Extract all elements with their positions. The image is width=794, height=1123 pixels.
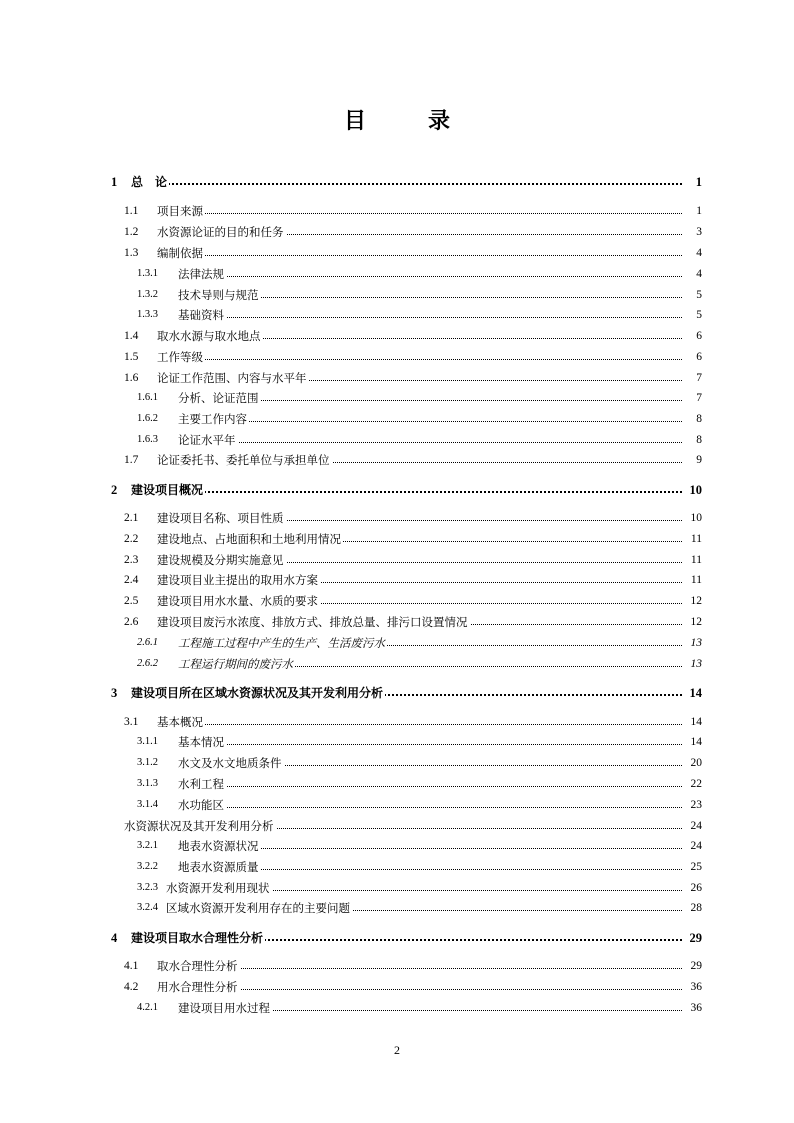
toc-entry-number: 1.3.3 bbox=[137, 309, 158, 320]
toc-entry-page: 24 bbox=[690, 840, 702, 852]
toc-entry-page: 14 bbox=[690, 736, 702, 748]
toc-entry-number: 1.6.3 bbox=[137, 434, 158, 445]
toc-entry[interactable] bbox=[0, 588, 794, 608]
toc-entry[interactable] bbox=[0, 365, 794, 385]
toc-entry-label: 基本概况 bbox=[157, 715, 203, 729]
toc-chapter-entry[interactable] bbox=[0, 925, 794, 945]
toc-entry-page: 11 bbox=[690, 554, 702, 566]
toc-entry-label: 用水合理性分析 bbox=[157, 980, 238, 994]
toc-entry-label: 水文及水文地质条件 bbox=[178, 756, 282, 770]
toc-entry-page: 11 bbox=[690, 574, 702, 586]
toc-entry-label: 主要工作内容 bbox=[178, 412, 247, 426]
toc-entry-label: 水利工程 bbox=[178, 777, 224, 791]
toc-entry-page: 28 bbox=[690, 902, 702, 914]
toc-entry-page: 36 bbox=[690, 981, 702, 993]
toc-entry-number: 1.3.1 bbox=[137, 268, 158, 279]
toc-entry-label: 编制依据 bbox=[157, 246, 203, 260]
toc-entry[interactable] bbox=[0, 240, 794, 260]
toc-entry-number: 1.3.2 bbox=[137, 289, 158, 300]
toc-chapter-entry[interactable] bbox=[0, 680, 794, 700]
toc-entry-page: 10 bbox=[689, 483, 702, 497]
toc-leader-dots bbox=[178, 442, 682, 443]
toc-entry[interactable] bbox=[0, 792, 794, 812]
toc-entry-number: 3.1.3 bbox=[137, 778, 158, 789]
toc-entry-number: 1.2 bbox=[124, 226, 139, 238]
toc-entry-label: 水资源状况及其开发利用分析 bbox=[124, 819, 274, 833]
toc-entry-label: 工程施工过程中产生的生产、生活废污水 bbox=[178, 636, 385, 650]
toc-entry[interactable] bbox=[0, 729, 794, 749]
toc-chapter-entry[interactable] bbox=[0, 169, 794, 189]
toc-entry[interactable] bbox=[0, 323, 794, 343]
toc-entry[interactable] bbox=[0, 406, 794, 426]
toc-entry-number: 3.1.4 bbox=[137, 799, 158, 810]
toc-entry[interactable] bbox=[0, 651, 794, 671]
toc-entry-number: 1.6.1 bbox=[137, 392, 158, 403]
toc-entry-page: 29 bbox=[690, 960, 702, 972]
toc-entry-label: 基础资料 bbox=[178, 308, 224, 322]
toc-entry-page: 13 bbox=[690, 637, 702, 649]
toc-entry-label: 建设项目取水合理性分析 bbox=[131, 931, 264, 945]
toc-entry-label: 取水水源与取水地点 bbox=[157, 329, 261, 343]
toc-entry-page: 26 bbox=[690, 882, 702, 894]
toc-entry[interactable] bbox=[0, 854, 794, 874]
toc-entry[interactable] bbox=[0, 427, 794, 447]
toc-entry-number: 1.3 bbox=[124, 247, 139, 259]
toc-entry[interactable] bbox=[0, 282, 794, 302]
toc-entry[interactable] bbox=[0, 875, 794, 895]
toc-entry[interactable] bbox=[0, 344, 794, 364]
toc-entry-page: 7 bbox=[696, 372, 702, 384]
toc-entry-page: 36 bbox=[690, 1002, 702, 1014]
toc-entry-label: 地表水资源状况 bbox=[178, 839, 259, 853]
toc-entry-number: 3.1.2 bbox=[137, 757, 158, 768]
toc-entry-page: 7 bbox=[696, 392, 702, 404]
toc-entry-page: 12 bbox=[690, 595, 702, 607]
toc-entry-page: 4 bbox=[696, 268, 702, 280]
toc-entry-page: 25 bbox=[690, 861, 702, 873]
toc-entry-page: 1 bbox=[696, 205, 702, 217]
toc-entry-label: 水资源论证的目的和任务 bbox=[157, 225, 284, 239]
toc-leader-dots bbox=[178, 786, 682, 787]
toc-entry-number: 2.1 bbox=[124, 512, 139, 524]
toc-entry-number: 3.2.2 bbox=[137, 861, 158, 872]
toc-leader-dots bbox=[178, 276, 682, 277]
toc-title: 目 录 bbox=[343, 108, 470, 134]
toc-leader-dots bbox=[178, 807, 682, 808]
toc-entry-page: 11 bbox=[690, 533, 702, 545]
toc-entry[interactable] bbox=[0, 547, 794, 567]
toc-entry-page: 5 bbox=[696, 289, 702, 301]
toc-chapter-entry[interactable] bbox=[0, 477, 794, 497]
toc-entry-label: 建设项目废污水浓度、排放方式、排放总量、排污口设置情况 bbox=[157, 615, 468, 629]
toc-entry-number: 4.1 bbox=[124, 960, 139, 972]
toc-entry[interactable] bbox=[0, 750, 794, 770]
toc-leader-dots bbox=[157, 724, 682, 725]
toc-entry[interactable] bbox=[0, 302, 794, 322]
toc-entry-page: 6 bbox=[696, 330, 702, 342]
toc-entry[interactable] bbox=[0, 995, 794, 1015]
toc-entry-page: 23 bbox=[690, 799, 702, 811]
toc-entry-page: 8 bbox=[696, 413, 702, 425]
toc-entry[interactable] bbox=[0, 198, 794, 218]
toc-entry-label: 水功能区 bbox=[178, 798, 224, 812]
toc-entry-number: 2.6 bbox=[124, 616, 139, 628]
toc-entry-page: 6 bbox=[696, 351, 702, 363]
toc-entry-label: 论证委托书、委托单位与承担单位 bbox=[157, 453, 330, 467]
toc-entry-page: 9 bbox=[696, 454, 702, 466]
toc-entry-label: 工作等级 bbox=[157, 350, 203, 364]
toc-entry-page: 22 bbox=[690, 778, 702, 790]
toc-entry-label: 论证水平年 bbox=[178, 433, 236, 447]
toc-entry-number: 1.1 bbox=[124, 205, 139, 217]
toc-entry-label: 工程运行期间的废污水 bbox=[178, 657, 293, 671]
toc-entry-page: 29 bbox=[689, 931, 702, 945]
page-number: 2 bbox=[394, 1043, 400, 1057]
toc-entry-number: 2.3 bbox=[124, 554, 139, 566]
toc-entry-number: 2.4 bbox=[124, 574, 139, 586]
toc-entry-label: 技术导则与规范 bbox=[178, 288, 259, 302]
toc-entry[interactable] bbox=[0, 953, 794, 973]
toc-entry[interactable] bbox=[0, 609, 794, 629]
toc-entry-number: 2.5 bbox=[124, 595, 139, 607]
toc-entry-label: 建设地点、占地面积和土地利用情况 bbox=[157, 532, 341, 546]
toc-entry-label: 水资源开发利用现状 bbox=[166, 881, 270, 895]
toc-entry[interactable] bbox=[0, 219, 794, 239]
toc-entry-number: 4 bbox=[111, 931, 118, 945]
toc-entry[interactable] bbox=[0, 974, 794, 994]
toc-leader-dots bbox=[178, 317, 682, 318]
toc-entry-label: 项目来源 bbox=[157, 204, 203, 218]
toc-entry-label: 建设规模及分期实施意见 bbox=[157, 553, 284, 567]
toc-entry-page: 4 bbox=[696, 247, 702, 259]
toc-entry[interactable] bbox=[0, 526, 794, 546]
toc-entry-page: 14 bbox=[689, 686, 702, 700]
toc-entry-number: 3.2.1 bbox=[137, 840, 158, 851]
toc-entry[interactable] bbox=[0, 447, 794, 467]
toc-leader-dots bbox=[131, 491, 682, 493]
toc-entry-label: 建设项目所在区域水资源状况及其开发利用分析 bbox=[131, 686, 384, 700]
toc-entry-number: 4.2 bbox=[124, 981, 139, 993]
toc-leader-dots bbox=[157, 255, 682, 256]
toc-entry[interactable] bbox=[0, 630, 794, 650]
toc-entry-page: 10 bbox=[690, 512, 702, 524]
toc-entry-page: 3 bbox=[696, 226, 702, 238]
toc-entry-label: 建设项目业主提出的取用水方案 bbox=[157, 573, 318, 587]
toc-entry-number: 1.6 bbox=[124, 372, 139, 384]
toc-leader-dots bbox=[157, 213, 682, 214]
toc-entry-number: 1.5 bbox=[124, 351, 139, 363]
toc-entry-label: 区域水资源开发利用存在的主要问题 bbox=[166, 901, 350, 915]
toc-entry-label: 建设项目用水过程 bbox=[178, 1001, 270, 1015]
toc-entry-label: 论证工作范围、内容与水平年 bbox=[157, 371, 307, 385]
toc-leader-dots bbox=[157, 359, 682, 360]
toc-entry[interactable] bbox=[0, 709, 794, 729]
toc-entry[interactable] bbox=[0, 385, 794, 405]
toc-entry-label: 建设项目名称、项目性质 bbox=[157, 511, 284, 525]
toc-entry-label: 建设项目用水水量、水质的要求 bbox=[157, 594, 318, 608]
toc-entry[interactable] bbox=[0, 833, 794, 853]
toc-entry-number: 1.4 bbox=[124, 330, 139, 342]
toc-entry[interactable] bbox=[0, 505, 794, 525]
toc-entry-page: 20 bbox=[690, 757, 702, 769]
toc-entry-page: 13 bbox=[690, 658, 702, 670]
toc-entry-page: 1 bbox=[695, 175, 702, 189]
toc-entry-number: 1.7 bbox=[124, 454, 139, 466]
toc-leader-dots bbox=[178, 421, 682, 422]
toc-entry-label: 基本情况 bbox=[178, 735, 224, 749]
toc-leader-dots bbox=[131, 183, 682, 185]
toc-entry-label: 总 论 bbox=[131, 175, 168, 189]
toc-entry-page: 24 bbox=[690, 820, 702, 832]
toc-entry-page: 14 bbox=[690, 716, 702, 728]
toc-entry-number: 2.6.1 bbox=[137, 637, 158, 648]
toc-entry-number: 3.2.4 bbox=[137, 902, 158, 913]
toc-entry-number: 3.1 bbox=[124, 716, 139, 728]
toc-entry-label: 取水合理性分析 bbox=[157, 959, 238, 973]
toc-leader-dots bbox=[178, 744, 682, 745]
toc-entry-number: 2 bbox=[111, 483, 118, 497]
toc-entry[interactable] bbox=[0, 813, 794, 833]
toc-entry-page: 12 bbox=[690, 616, 702, 628]
toc-entry-label: 法律法规 bbox=[178, 267, 224, 281]
toc-entry-page: 5 bbox=[696, 309, 702, 321]
toc-entry-number: 1.6.2 bbox=[137, 413, 158, 424]
toc-entry-page: 8 bbox=[696, 434, 702, 446]
toc-entry-number: 2.2 bbox=[124, 533, 139, 545]
toc-entry[interactable] bbox=[0, 261, 794, 281]
toc-entry-label: 地表水资源质量 bbox=[178, 860, 259, 874]
toc-entry[interactable] bbox=[0, 771, 794, 791]
toc-entry-number: 2.6.2 bbox=[137, 658, 158, 669]
toc-entry[interactable] bbox=[0, 567, 794, 587]
toc-entry[interactable] bbox=[0, 895, 794, 915]
toc-entry-number: 4.2.1 bbox=[137, 1002, 158, 1013]
toc-entry-number: 3 bbox=[111, 686, 118, 700]
toc-entry-label: 建设项目概况 bbox=[131, 483, 204, 497]
toc-entry-number: 3.1.1 bbox=[137, 736, 158, 747]
toc-entry-number: 3.2.3 bbox=[137, 882, 158, 893]
toc-entry-number: 1 bbox=[111, 175, 118, 189]
toc-entry-label: 分析、论证范围 bbox=[178, 391, 259, 405]
